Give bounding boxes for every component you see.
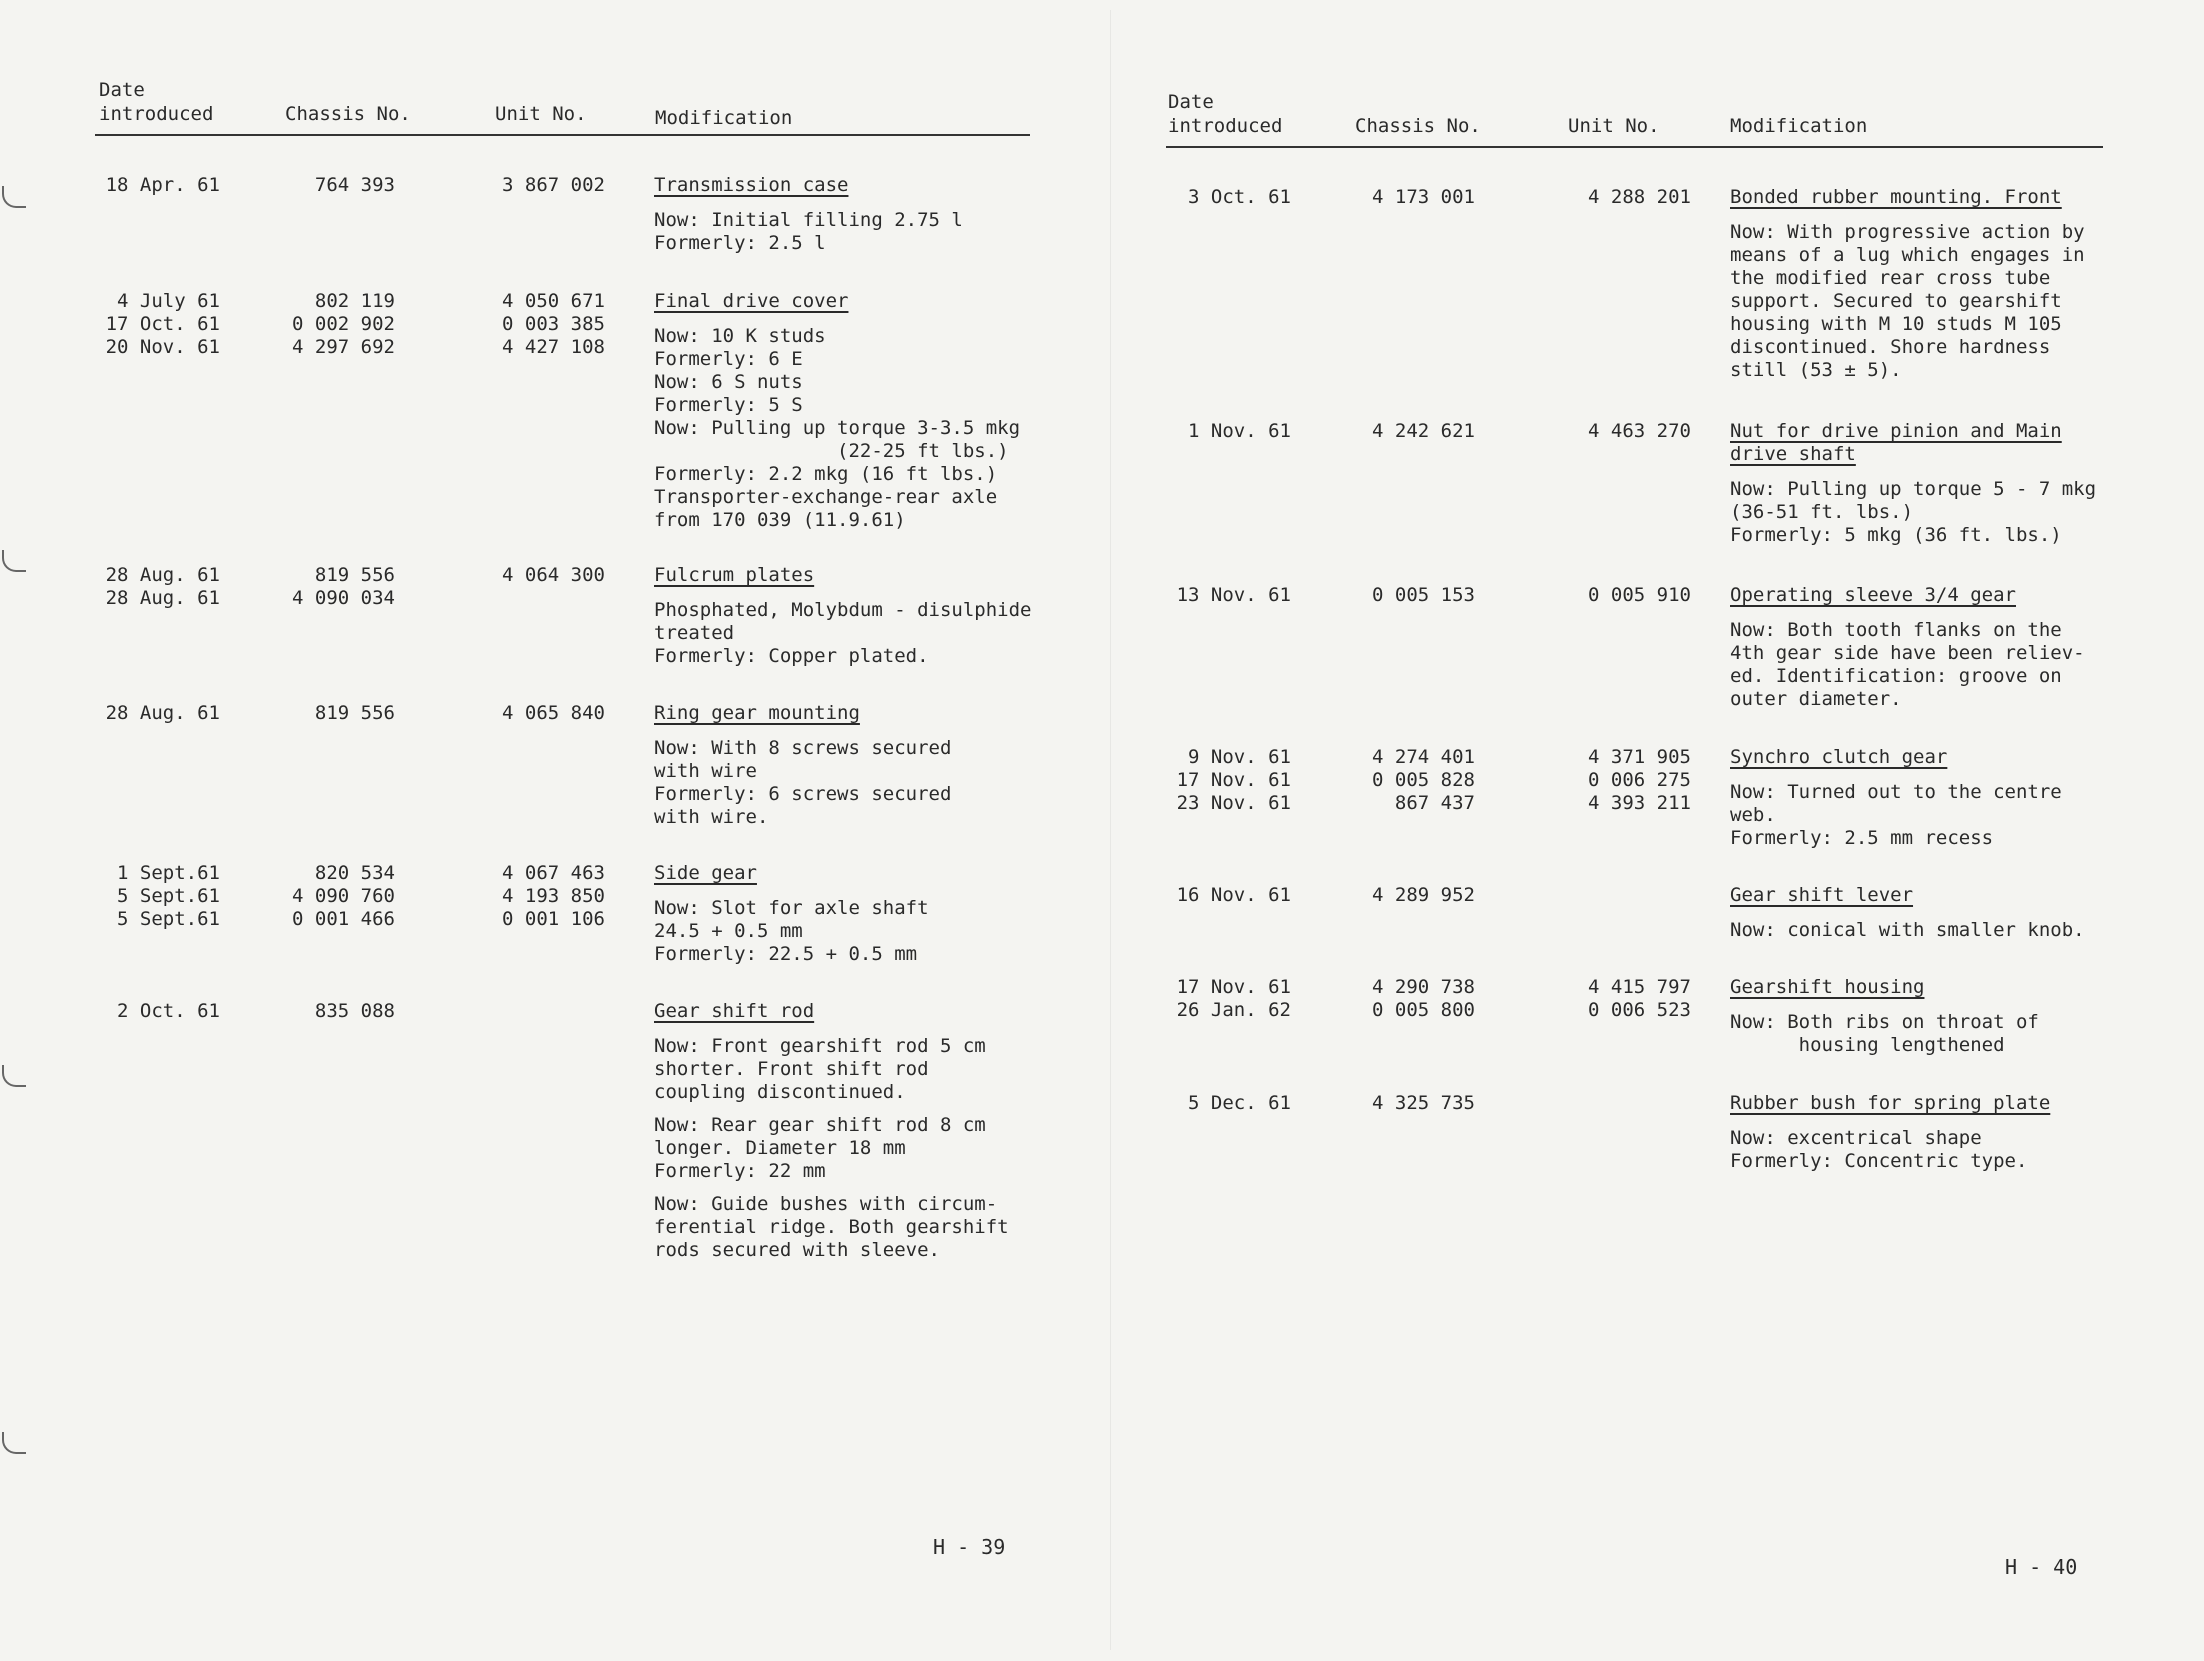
modification-text: Formerly: 5 S [654,394,803,416]
chassis-number-cell [1335,746,1475,815]
unit-number-cell [1566,584,1691,607]
chassis-number: 820 534 [314,862,395,884]
chassis-number: 4 289 952 [1372,884,1475,906]
chassis-number: 0 005 828 [1372,769,1475,791]
date-introduced-cell [95,174,220,197]
modification-title-line: drive shaft [1730,443,1856,465]
modification-text: Formerly: 5 mkg (36 ft. lbs.) [1730,524,2062,546]
unit-number: 0 006 523 [1588,999,1691,1021]
header-date-line1: Date [1168,91,1214,113]
modification-text: 4th gear side have been reliev- [1730,642,2085,664]
modification-text: Formerly: 2.5 l [654,232,826,254]
modification-title [1730,1092,2170,1115]
modification-text: still (53 ± 5). [1730,359,1902,381]
modification-title-line: Bonded rubber mounting. Front [1730,186,2062,208]
paragraph-gap [654,1183,1074,1193]
chassis-number: 4 090 760 [292,885,395,907]
modification-text: web. [1730,804,1776,826]
unit-number: 4 065 840 [502,702,605,724]
unit-number: 4 064 300 [502,564,605,586]
modification-text: Phosphated, Molybdum - disulphide [654,599,1032,621]
modification-text: Formerly: 6 E [654,348,803,370]
chassis-number-cell [255,1000,395,1023]
modification-cell [1730,976,2170,1057]
modification-text: outer diameter. [1730,688,1902,710]
date-introduced-cell [1166,976,1291,1022]
modification-cell [1730,1092,2170,1173]
unit-number: 4 193 850 [502,885,605,907]
modification-title [1730,420,2170,466]
date-value: 16 Nov. 61 [1176,884,1291,906]
chassis-number: 0 005 153 [1372,584,1475,606]
modification-text: Formerly: Copper plated. [654,645,929,667]
modification-text: Formerly: Concentric type. [1730,1150,2028,1172]
modification-title-line: Nut for drive pinion and Main [1730,420,2062,442]
modification-title [654,290,1074,313]
date-introduced-cell [1166,420,1291,443]
unit-number-cell [1566,186,1691,209]
date-value: 5 Sept.61 [117,885,220,907]
chassis-number-cell [1335,1092,1475,1115]
modification-text: Now: With progressive action by [1730,221,2085,243]
chassis-number-cell [255,564,395,610]
chassis-number-cell [255,174,395,197]
date-value: 5 Dec. 61 [1188,1092,1291,1114]
modification-cell [1730,884,2170,942]
date-value: 17 Oct. 61 [105,313,220,335]
chassis-number: 0 005 800 [1372,999,1475,1021]
modification-title-line: Operating sleeve 3/4 gear [1730,584,2016,606]
modification-text: means of a lug which engages in [1730,244,2085,266]
header-date [1168,90,1282,138]
modification-title [654,862,1074,885]
header-date-line2: introduced [1168,115,1283,137]
chassis-number: 819 556 [314,702,395,724]
modification-text: 24.5 + 0.5 mm [654,920,803,942]
modification-text: Now: 6 S nuts [654,371,803,393]
header-rule [95,134,1030,136]
unit-number-cell [1566,976,1691,1022]
modification-text: housing lengthened [1730,1034,2005,1056]
modification-title [1730,884,2170,907]
unit-number-cell [1566,420,1691,443]
modification-text: longer. Diameter 18 mm [654,1137,906,1159]
modification-text: support. Secured to gearshift [1730,290,2062,312]
modification-title-line: Ring gear mounting [654,702,860,724]
modification-text: discontinued. Shore hardness [1730,336,2051,358]
chassis-number: 0 002 902 [292,313,395,335]
modification-cell [654,1000,1074,1262]
modification-title-line: Fulcrum plates [654,564,815,586]
modification-text: with wire [654,760,757,782]
modification-title-line: Synchro clutch gear [1730,746,1948,768]
chassis-number: 867 437 [1394,792,1475,814]
modification-title-line: Rubber bush for spring plate [1730,1092,2051,1114]
modification-title-line: Gear shift lever [1730,884,1914,906]
header-date [99,78,213,126]
unit-number: 4 371 905 [1588,746,1691,768]
chassis-number: 4 274 401 [1372,746,1475,768]
modification-title-line: Final drive cover [654,290,849,312]
modification-text: Now: 10 K studs [654,325,826,347]
modification-text: coupling discontinued. [654,1081,906,1103]
modification-text: Formerly: 2.2 mkg (16 ft lbs.) [654,463,998,485]
modification-text: with wire. [654,806,769,828]
modification-cell [654,862,1074,966]
modification-text: Now: Pulling up torque 5 - 7 mkg [1730,478,2097,500]
unit-number: 3 867 002 [502,174,605,196]
page-number: H - 39 [933,1535,1006,1559]
modification-text: (22-25 ft lbs.) [654,440,1009,462]
modification-text: housing with M 10 studs M 105 [1730,313,2062,335]
unit-number: 4 067 463 [502,862,605,884]
date-introduced-cell [1166,746,1291,815]
date-value: 18 Apr. 61 [105,174,220,196]
modification-text: Transporter-exchange-rear axle [654,486,998,508]
modification-text: Now: Both ribs on throat of [1730,1011,2039,1033]
modification-text: (36-51 ft. lbs.) [1730,501,1914,523]
modification-title [1730,746,2170,769]
modification-cell [1730,584,2170,711]
paragraph-gap [654,1104,1074,1114]
unit-number: 4 463 270 [1588,420,1691,442]
date-value: 28 Aug. 61 [105,702,220,724]
date-value: 26 Jan. 62 [1176,999,1291,1021]
date-introduced-cell [95,290,220,359]
chassis-number-cell [1335,186,1475,209]
modification-title [1730,976,2170,999]
unit-number-cell [480,174,605,197]
header-unit: Unit No. [495,103,587,125]
modification-title-line: Gearshift housing [1730,976,1925,998]
modification-title [654,564,1074,587]
modification-text: Formerly: 22.5 + 0.5 mm [654,943,918,965]
date-value: 4 July 61 [117,290,220,312]
modification-text: Now: Slot for axle shaft [654,897,929,919]
modification-cell [1730,420,2170,547]
chassis-number-cell [1335,976,1475,1022]
unit-number-cell [480,862,605,931]
date-value: 20 Nov. 61 [105,336,220,358]
date-introduced-cell [1166,186,1291,209]
unit-number: 0 006 275 [1588,769,1691,791]
date-value: 1 Nov. 61 [1188,420,1291,442]
chassis-number: 819 556 [314,564,395,586]
modification-cell [654,290,1074,532]
right-page [1110,0,2204,1661]
modification-text: Now: conical with smaller knob. [1730,919,2085,941]
date-value: 3 Oct. 61 [1188,186,1291,208]
chassis-number-cell [255,862,395,931]
date-introduced-cell [95,1000,220,1023]
date-value: 28 Aug. 61 [105,587,220,609]
chassis-number: 802 119 [314,290,395,312]
modification-text: Now: Both tooth flanks on the [1730,619,2062,641]
header-chassis: Chassis No. [285,103,411,125]
date-introduced-cell [1166,1092,1291,1115]
date-introduced-cell [95,862,220,931]
unit-number-cell [480,564,605,587]
unit-number: 4 427 108 [502,336,605,358]
chassis-number-cell [1335,420,1475,443]
unit-number: 0 003 385 [502,313,605,335]
unit-number: 4 050 671 [502,290,605,312]
modification-text: ferential ridge. Both gearshift [654,1216,1009,1238]
modification-cell [1730,746,2170,850]
unit-number-cell [480,702,605,725]
modification-text: Formerly: 22 mm [654,1160,826,1182]
date-value: 23 Nov. 61 [1176,792,1291,814]
date-value: 2 Oct. 61 [117,1000,220,1022]
modification-cell [1730,186,2170,382]
modification-title [654,174,1074,197]
date-value: 1 Sept.61 [117,862,220,884]
header-date-line2: introduced [99,103,214,125]
header-modification: Modification [655,107,793,129]
date-introduced-cell [1166,884,1291,907]
modification-text: shorter. Front shift rod [654,1058,929,1080]
modification-cell [654,564,1074,668]
modification-text: Formerly: 2.5 mm recess [1730,827,1994,849]
date-introduced-cell [1166,584,1291,607]
header-modification: Modification [1730,115,1868,137]
modification-title-line: Side gear [654,862,757,884]
chassis-number-cell [255,702,395,725]
unit-number: 4 288 201 [1588,186,1691,208]
chassis-number: 0 001 466 [292,908,395,930]
modification-title-line: Gear shift rod [654,1000,815,1022]
modification-text: ed. Identification: groove on [1730,665,2062,687]
chassis-number: 835 088 [314,1000,395,1022]
date-value: 28 Aug. 61 [105,564,220,586]
date-value: 13 Nov. 61 [1176,584,1291,606]
modification-title [654,702,1074,725]
unit-number: 4 415 797 [1588,976,1691,998]
chassis-number: 4 242 621 [1372,420,1475,442]
header-chassis: Chassis No. [1355,115,1481,137]
date-introduced-cell [95,564,220,610]
modification-title [1730,186,2170,209]
header-rule [1166,146,2103,148]
modification-cell [654,174,1074,255]
modification-text: Formerly: 6 screws secured [654,783,952,805]
modification-title [1730,584,2170,607]
date-value: 17 Nov. 61 [1176,976,1291,998]
page-number: H - 40 [2005,1555,2078,1579]
modification-text: rods secured with sleeve. [654,1239,940,1261]
chassis-number: 4 290 738 [1372,976,1475,998]
chassis-number-cell [255,290,395,359]
modification-text: Now: Front gearshift rod 5 cm [654,1035,986,1057]
header-unit: Unit No. [1568,115,1660,137]
modification-text: Now: Pulling up torque 3-3.5 mkg [654,417,1021,439]
chassis-number: 4 325 735 [1372,1092,1475,1114]
modification-text: Now: Turned out to the centre [1730,781,2062,803]
modification-title [654,1000,1074,1023]
modification-text: Now: Guide bushes with circum- [654,1193,998,1215]
modification-title-line: Transmission case [654,174,849,196]
date-value: 5 Sept.61 [117,908,220,930]
unit-number-cell [480,290,605,359]
chassis-number: 4 297 692 [292,336,395,358]
chassis-number: 764 393 [314,174,395,196]
date-value: 9 Nov. 61 [1188,746,1291,768]
modification-text: Now: With 8 screws secured [654,737,952,759]
chassis-number: 4 173 001 [1372,186,1475,208]
modification-text: Now: Rear gear shift rod 8 cm [654,1114,986,1136]
modification-text: treated [654,622,735,644]
unit-number-cell [1566,746,1691,815]
chassis-number-cell [1335,584,1475,607]
header-date-line1: Date [99,79,145,101]
date-value: 17 Nov. 61 [1176,769,1291,791]
modification-text: the modified rear cross tube [1730,267,2051,289]
unit-number: 4 393 211 [1588,792,1691,814]
chassis-number: 4 090 034 [292,587,395,609]
modification-text: from 170 039 (11.9.61) [654,509,906,531]
unit-number: 0 001 106 [502,908,605,930]
modification-cell [654,702,1074,829]
date-introduced-cell [95,702,220,725]
modification-text: Now: Initial filling 2.75 l [654,209,963,231]
chassis-number-cell [1335,884,1475,907]
modification-text: Now: excentrical shape [1730,1127,1982,1149]
unit-number: 0 005 910 [1588,584,1691,606]
